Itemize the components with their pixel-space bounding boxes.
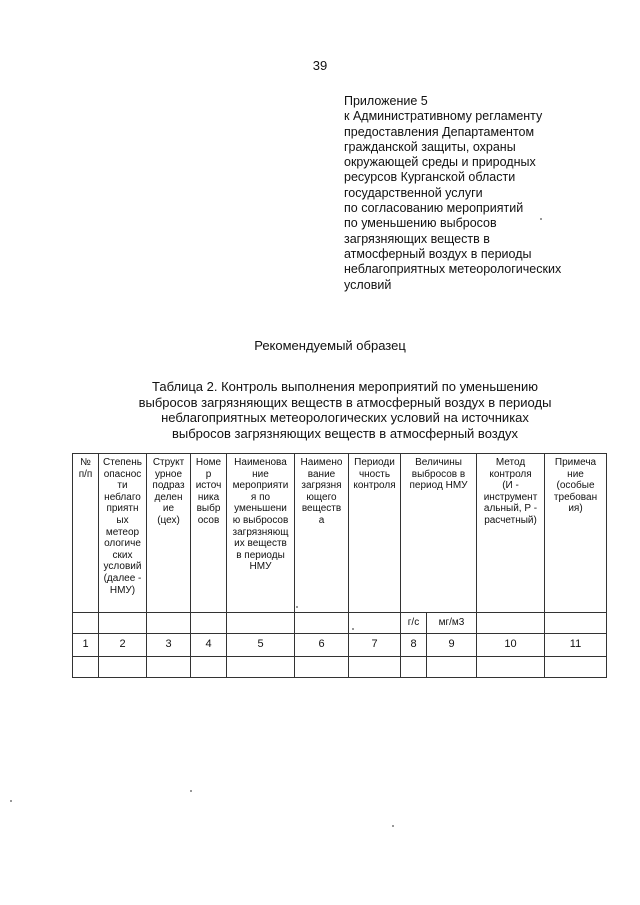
appendix-line: неблагоприятных метеорологических <box>344 262 562 277</box>
scan-speck <box>296 606 298 608</box>
sample-label: Рекомендуемый образец <box>254 338 406 353</box>
table-header-row <box>73 454 607 613</box>
header-cell-department <box>147 454 191 613</box>
header-text-line: ющего <box>306 491 337 503</box>
header-text-line: р <box>205 468 212 480</box>
appendix-line: атмосферный воздух в периоды <box>344 246 532 261</box>
header-text-line: (особые <box>556 480 595 492</box>
header-text-line: уменьшени <box>234 503 287 515</box>
header-text-line: Номе <box>195 457 222 468</box>
header-text-line: ологиче <box>104 538 141 550</box>
header-text-line: метеор <box>105 526 140 538</box>
column-number-cell: 11 <box>545 634 607 657</box>
table-cell <box>295 613 349 634</box>
appendix-line: Приложение 5 <box>344 94 428 108</box>
table-cell <box>227 613 295 634</box>
header-text-line: ия) <box>568 503 583 515</box>
table-cell <box>73 657 99 678</box>
table-cell <box>477 657 545 678</box>
table-caption <box>100 379 590 441</box>
header-text-line: выбр <box>196 503 221 515</box>
header-text-line: п/п <box>78 468 93 480</box>
control-table <box>72 453 607 678</box>
table-units-row <box>73 613 607 634</box>
table-cell <box>227 657 295 678</box>
appendix-line: ресурсов Курганской области <box>344 170 516 185</box>
header-text-line: мероприяти <box>232 480 289 492</box>
header-text-line: Структ <box>152 457 185 468</box>
unit-cell-gs: г/с <box>401 613 427 634</box>
header-text-line: веществ <box>301 503 342 515</box>
header-text-line: ние <box>252 468 269 480</box>
header-text-line: условий <box>103 561 142 573</box>
appendix-heading <box>344 94 634 293</box>
header-cell-control-method <box>477 454 545 613</box>
header-cell-source-number <box>191 454 227 613</box>
header-text-line: загрязня <box>301 480 342 492</box>
header-cell-measure-name <box>227 454 295 613</box>
column-number-cell: 4 <box>191 634 227 657</box>
table-column-numbers-row <box>73 634 607 657</box>
header-text-line: Величины <box>415 457 462 468</box>
table-cell <box>401 657 427 678</box>
header-text-line: НМУ <box>249 561 272 573</box>
column-number-cell: 2 <box>99 634 147 657</box>
header-text-line: я по <box>250 491 271 503</box>
appendix-line: по уменьшению выбросов <box>344 216 497 231</box>
appendix-line: государственной услуги <box>344 185 483 200</box>
table-caption-line: неблагоприятных метеорологических условий на источниках <box>161 410 529 425</box>
header-text-line: расчетный) <box>484 514 537 526</box>
scan-speck <box>10 800 12 802</box>
header-text-line: вание <box>307 468 336 480</box>
appendix-line: загрязняющих веществ в <box>344 231 490 246</box>
unit-cell-mgm3: мг/м3 <box>427 613 477 634</box>
scan-speck <box>540 218 542 220</box>
scan-speck <box>392 825 394 827</box>
header-text-line: урное <box>154 468 183 480</box>
header-text-line: Наименова <box>234 457 287 468</box>
header-text-line: НМУ) <box>109 584 136 596</box>
column-number-cell: 3 <box>147 634 191 657</box>
header-text-line: неблаго <box>104 491 141 503</box>
table-cell <box>545 613 607 634</box>
header-cell-control-frequency <box>349 454 401 613</box>
column-number-cell: 6 <box>295 634 349 657</box>
header-text-line: Примеча <box>554 457 597 468</box>
header-text-line: Степень <box>103 457 142 468</box>
column-number-cell: 7 <box>349 634 401 657</box>
header-text-line: опаснос <box>103 468 142 480</box>
table-caption-line: Таблица 2. Контроль выполнения мероприятий по уменьшению <box>152 379 538 394</box>
table-cell <box>295 657 349 678</box>
header-text-line: ых <box>116 514 129 526</box>
table-cell <box>191 657 227 678</box>
table-caption-line: выбросов загрязняющих веществ в атмосферный воздух <box>171 425 519 441</box>
header-text-line: (далее - <box>103 572 142 584</box>
header-text-line: ие <box>162 503 175 515</box>
header-text-line: Периоди <box>354 457 395 468</box>
header-text-line: делен <box>154 491 183 503</box>
appendix-line: окружающей среды и природных <box>344 155 536 170</box>
header-text-line: контроля <box>353 480 396 492</box>
table-cell <box>99 613 147 634</box>
scan-speck <box>190 790 192 792</box>
header-text-line: (И - <box>502 480 519 492</box>
table-cell <box>147 657 191 678</box>
appendix-line: к Административному регламенту <box>344 109 543 124</box>
appendix-line: гражданской защиты, охраны <box>344 139 516 154</box>
header-text-line: источ <box>195 480 222 492</box>
column-number-cell: 9 <box>427 634 477 657</box>
header-text-line: их веществ <box>234 538 287 550</box>
header-text-line: подраз <box>152 480 185 492</box>
scan-speck <box>352 628 354 630</box>
header-text-line: а <box>318 514 325 526</box>
header-text-line: требован <box>553 491 598 503</box>
header-text-line: ти <box>117 480 128 492</box>
appendix-line: по согласованию мероприятий <box>344 201 524 216</box>
header-text-line: контроля <box>489 468 532 480</box>
appendix-line: условий <box>344 277 392 292</box>
header-text-line: (цех) <box>157 514 180 526</box>
table-cell <box>99 657 147 678</box>
table-caption-line: выбросов загрязняющих веществ в атмосферный воздух в периоды <box>138 394 552 410</box>
header-text-line: Метод <box>495 457 526 468</box>
header-text-line: ника <box>197 491 220 503</box>
header-text-line: выбросов в <box>411 468 466 480</box>
column-number-cell: 1 <box>73 634 99 657</box>
header-text-line: инструмент <box>483 491 538 503</box>
header-cell-number <box>73 454 99 613</box>
table-cell <box>427 657 477 678</box>
column-number-cell: 8 <box>401 634 427 657</box>
header-text-line: приятн <box>106 503 139 515</box>
header-cell-note <box>545 454 607 613</box>
table-empty-row <box>73 657 607 678</box>
appendix-line: предоставления Департаментом <box>344 124 535 139</box>
column-number-cell: 10 <box>477 634 545 657</box>
header-text-line: чность <box>358 468 391 480</box>
header-text-line: в периоды <box>236 549 285 561</box>
header-cell-emission-values <box>401 454 477 613</box>
column-number-cell: 5 <box>227 634 295 657</box>
header-text-line: ских <box>112 549 133 561</box>
table-cell <box>349 613 401 634</box>
page-number: 39 <box>312 58 328 73</box>
table-cell <box>477 613 545 634</box>
table-cell <box>147 613 191 634</box>
header-text-line: загрязняющ <box>232 526 289 538</box>
header-cell-substance-name <box>295 454 349 613</box>
header-text-line: период НМУ <box>409 480 468 492</box>
header-text-line: Наимено <box>300 457 343 468</box>
table-cell <box>349 657 401 678</box>
header-cell-nmu-level <box>99 454 147 613</box>
header-text-line: ю выбросов <box>232 514 289 526</box>
header-text-line: ние <box>567 468 584 480</box>
header-text-line: осов <box>197 514 220 526</box>
header-text-line: № <box>80 457 91 468</box>
table-cell <box>73 613 99 634</box>
header-text-line: альный, Р - <box>483 503 538 515</box>
table-cell <box>191 613 227 634</box>
table-cell <box>545 657 607 678</box>
